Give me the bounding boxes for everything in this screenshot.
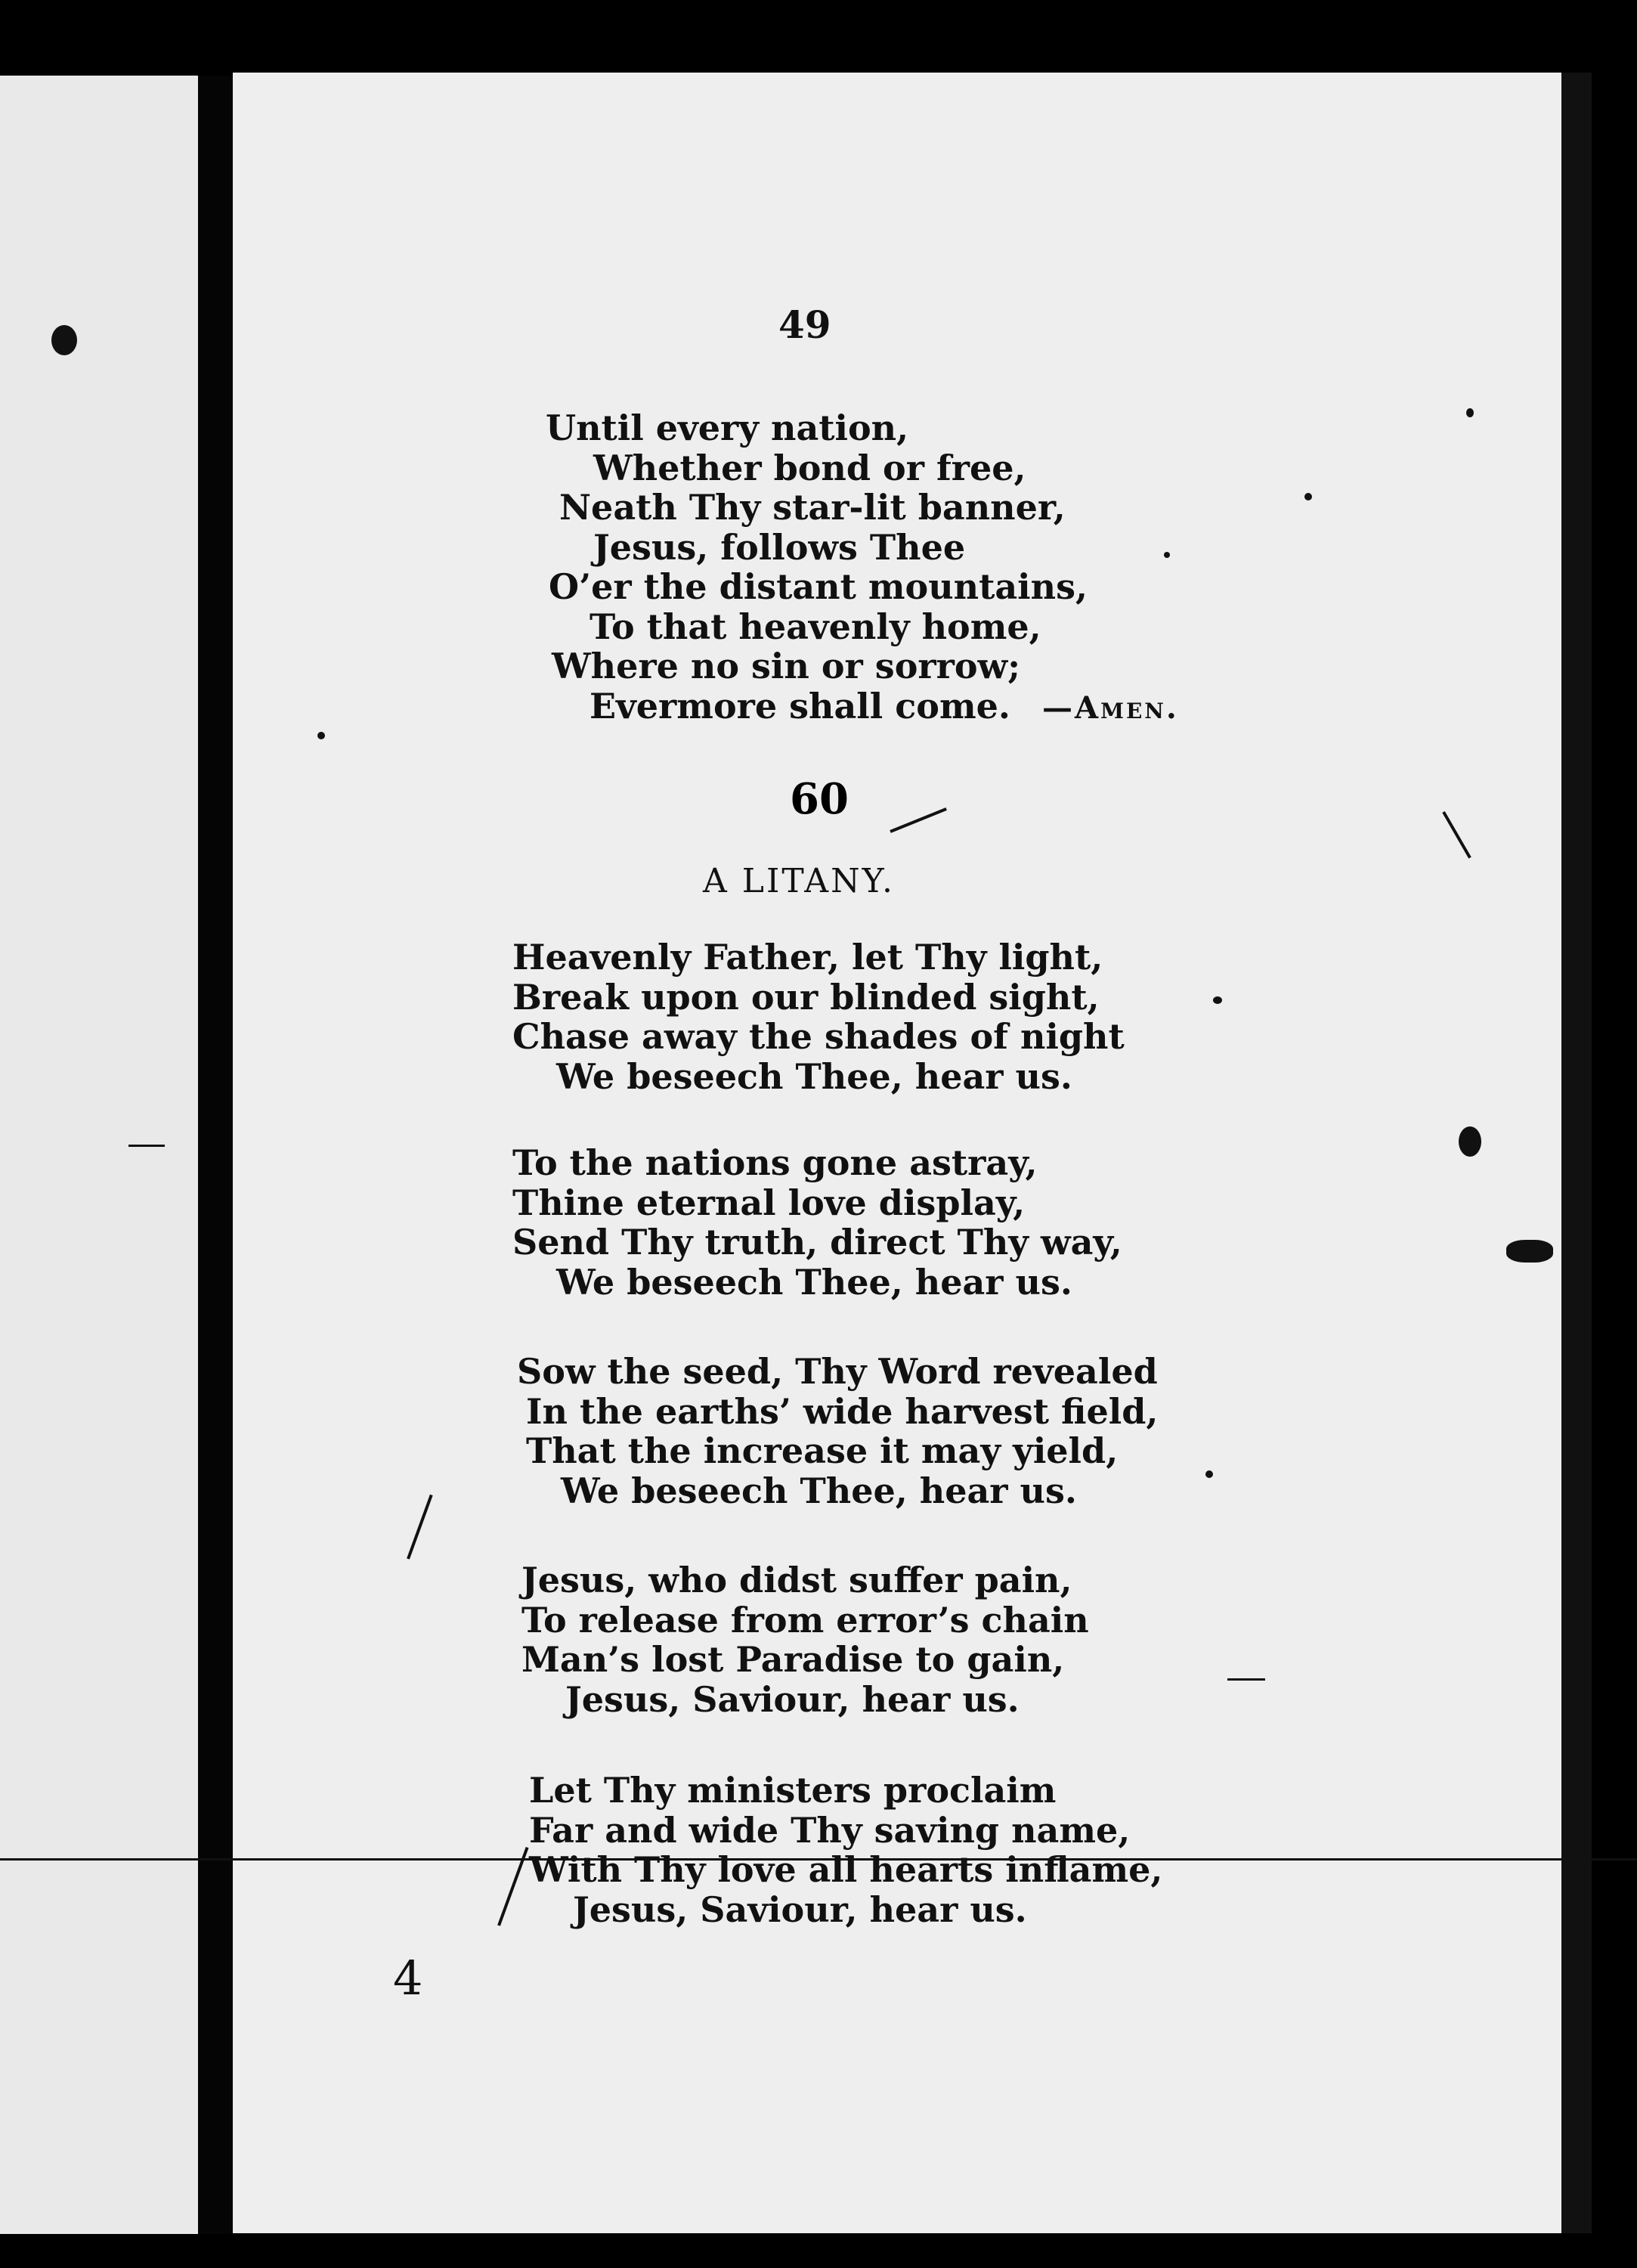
- verse-line: Send Thy truth, direct Thy way,: [512, 1222, 1122, 1263]
- verse-line: In the earths’ wide harvest field,: [526, 1390, 1159, 1432]
- ink-speck: [1466, 408, 1474, 417]
- ink-speck: [1213, 996, 1222, 1004]
- page-gutter: [198, 76, 233, 2234]
- verse-line: That the increase it may yield,: [526, 1430, 1119, 1471]
- hymn-number: 60: [790, 774, 849, 824]
- refrain-line: Jesus, Saviour, hear us.: [573, 1888, 1027, 1930]
- hymn-59-ending: [546, 408, 1179, 728]
- ink-speck: [317, 732, 325, 739]
- page-edge: [1561, 73, 1592, 2233]
- verse-line: Jesus, who didst suffer pain,: [521, 1560, 1072, 1600]
- verse-line: Neath Thy star-lit banner,: [559, 487, 1066, 528]
- verse-line: Jesus, follows Thee: [593, 526, 966, 568]
- verse-line-text: Evermore shall come.: [590, 685, 1010, 727]
- stanza-5: [529, 1771, 1162, 1929]
- stanza-4: [521, 1560, 1089, 1719]
- stanza-2: [512, 1143, 1122, 1302]
- verse-line: To the nations gone astray,: [512, 1142, 1038, 1183]
- page-number: 49: [778, 302, 831, 347]
- pen-mark: [128, 1145, 165, 1147]
- pen-mark: [1227, 1678, 1265, 1681]
- refrain-line: We beseech Thee, hear us.: [561, 1470, 1077, 1511]
- left-page-fragment: [0, 76, 198, 2234]
- stanza-3: [517, 1352, 1158, 1510]
- verse-line: Until every nation,: [546, 407, 909, 448]
- ink-speck: [1459, 1126, 1481, 1157]
- verse-line: To that heavenly home,: [590, 606, 1041, 647]
- verse-line: Far and wide Thy saving name,: [529, 1809, 1131, 1851]
- verse-line: Whether bond or free,: [593, 447, 1026, 488]
- refrain-line: We beseech Thee, hear us.: [556, 1261, 1072, 1303]
- stanza-1: [512, 937, 1125, 1096]
- verse-line: Let Thy ministers proclaim: [529, 1770, 1057, 1811]
- refrain-line: We beseech Thee, hear us.: [556, 1055, 1072, 1097]
- verse-line: Break upon our blinded sight,: [512, 976, 1100, 1018]
- refrain-line: Jesus, Saviour, hear us.: [565, 1678, 1020, 1720]
- verse-line: [546, 686, 1179, 729]
- verse-line: O’er the distant mountains,: [549, 566, 1088, 607]
- verse-line: Thine eternal love display,: [512, 1182, 1026, 1223]
- signature-mark: 4: [393, 1950, 423, 2006]
- hymn-title: A LITANY.: [703, 862, 895, 900]
- verse-line: Chase away the shades of night: [512, 1016, 1125, 1057]
- verse-line: To release from error’s chain: [521, 1599, 1089, 1641]
- ink-speck: [1304, 493, 1312, 500]
- verse-line: With Thy love all hearts inflame,: [529, 1849, 1163, 1890]
- ink-blot: [51, 325, 77, 355]
- verse-line: Man’s lost Paradise to gain,: [521, 1639, 1065, 1680]
- verse-line: Heavenly Father, let Thy light,: [512, 937, 1103, 978]
- verse-line: Where no sin or sorrow;: [552, 646, 1021, 686]
- ink-speck: [1506, 1240, 1553, 1263]
- ink-speck: [1205, 1470, 1213, 1478]
- amen-mark: —Amen.: [1041, 689, 1179, 726]
- verse-line: Sow the seed, Thy Word revealed: [517, 1351, 1158, 1392]
